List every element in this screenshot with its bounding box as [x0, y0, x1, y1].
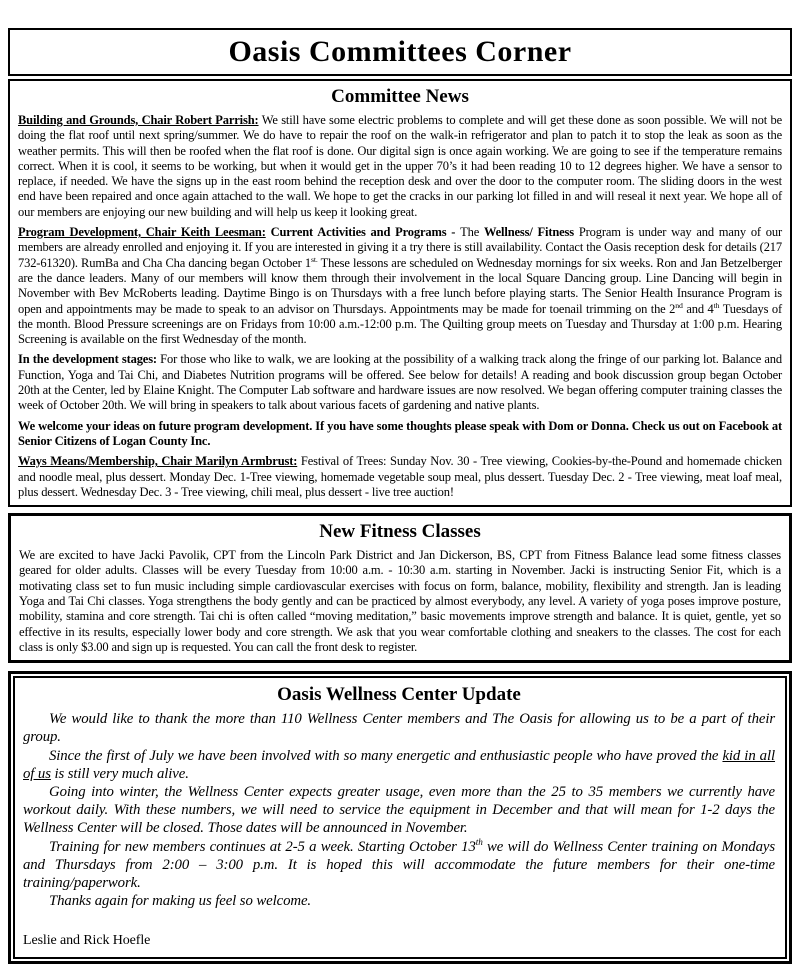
- section-committee-news: [8, 79, 792, 507]
- section-new-fitness-classes: [8, 513, 792, 663]
- building-grounds-lead: Building and Grounds, Chair Robert Parrish:: [18, 113, 259, 127]
- committee-news-heading: Committee News: [331, 86, 469, 107]
- development-stages-text: For those who like to walk, we are looking at the possibility of a walking track along the fringe of our parking lot. Balance and Function, Yoga and Tai Chi, and Diabetes Nutrition programs will be offered. See below for details! A reading and book discussion group began October 20th at the Center, led by Elaine Knight. The Computer Lab software and hardware issues are now resolved. We began offering computer training classes the week of October 20th. We will bring in speakers to talk about various facets of gardening and native plants.: [18, 352, 782, 413]
- ordinal-superscript-st: st.: [311, 254, 318, 264]
- program-development-text-4: and 4: [682, 301, 714, 316]
- ways-means-lead: Ways Means/Membership, Chair Marilyn Armbrust:: [18, 454, 298, 469]
- page-title: Oasis Committees Corner: [228, 35, 572, 68]
- paragraph-wellness-winter: [23, 783, 775, 838]
- current-activities-subhead: Current Activities and Programs -: [265, 225, 461, 240]
- paragraph-building-grounds: [18, 113, 782, 220]
- program-development-text-3: These lessons are scheduled on Wednesday mornings for six weeks. Ron and Jan Betzelberger are the dance leaders. Many of our members will know them through their involvement in the local Square Dancing group. Line Dancing will begin in November with Bev McRoberts leading. Daytime Bingo is on Thursdays with a free lunch before playing starts. The Senior Health Insurance Program is open and appointments may be made to speak to an advisor on Thursdays. Appointments may be made for toenail trimming on the 2: [18, 255, 782, 316]
- section-wellness-update: [13, 676, 787, 958]
- wellness-since-july-text-end: is still very much alive.: [50, 765, 189, 782]
- wellness-welcome-text: Thanks again for making us feel so welcome.: [49, 893, 312, 910]
- fitness-heading: New Fitness Classes: [319, 521, 481, 543]
- program-development-lead: Program Development, Chair Keith Leesman:: [18, 225, 266, 240]
- wellness-training-text-2: we will do Wellness Center training on Mondays and Thursdays from 2:00 – 3:00 p.m. It is hoped this will accommodate the future members for their one-time training/paperwork.: [23, 838, 775, 892]
- ways-means-text: Festival of Trees: Sunday Nov. 30 - Tree viewing, Cookies-by-the-Pound and homemade chicken and noodle meal, plus dessert. Monday Dec. 1-Tree viewing, homemade vegetable soup meal, plus dessert. Tuesday Dec. 2 - Tree viewing, meat loaf meal, plus dessert. Wednesday Dec. 3 - Tree viewing, chili meal, plus dessert - live tree auction!: [18, 454, 782, 499]
- wellness-fitness-emphasis: Wellness/ Fitness: [484, 225, 579, 240]
- program-development-text-2: Program is under way and many of our members are already enrolled and enjoying it. If you are interested in giving it a try there is still availability. Contact the Oasis reception desk for details (217 732-61320). RumBa and Cha Cha dancing began October 1: [18, 225, 782, 270]
- title-banner: [8, 28, 792, 76]
- ordinal-superscript-nd: nd: [675, 300, 683, 310]
- fitness-text: We are excited to have Jacki Pavolik, CPT from the Lincoln Park District and Jan Dickerson, BS, CPT from Fitness Balance lead some fitness classes geared for older adults. Classes will be every Tuesday from 10:00 a.m. - 10:30 a.m. starting in November. Jacki is instructing Senior Fit, which is a motivating class set to fun music including simple cardiovascular exercises with focus on form, balance, mobility, flexibility and strength. Jan is leading Yoga and Tai Chi classes. Yoga strengthens the body gently and can be practiced by almost everybody, any level. A variety of yoga poses improve posture, mobility, stamina and core strength. Tai chi is often called “moving meditation,” basic movements improve strength and balance. It is quiet, gentle, yet so effective in its results, especially lower body and core strength. We ask that you wear comfortable clothing and sneakers to the classes. The cost for each class is only $3.00 and sign up is requested. You can call the front desk to register.: [19, 548, 781, 654]
- kid-in-all-of-us-underline: kid in all of us: [23, 747, 776, 782]
- paragraph-program-development: [18, 225, 782, 347]
- paragraph-development-stages: [18, 352, 782, 413]
- wellness-winter-text: Going into winter, the Wellness Center expects greater usage, even more than the 25 to 35 members we currently have workout daily. With these numbers, we will need to service the equipment in December and that will mean for 1-2 days the Wellness Center will be closed. Those dates will be announced in November.: [23, 784, 775, 837]
- program-development-text-5: Tuesdays of the month. Blood Pressure screenings are on Fridays from 10:00 a.m.-12:00 p.m. The Quilting group meets on Tuesday and Thursday at 1:00 p.m. Hearing Screening is available on the first Wednesday of the month.: [18, 301, 782, 347]
- signature: Leslie and Rick Hoefle: [23, 933, 151, 949]
- paragraph-wellness-training: [23, 838, 775, 893]
- paragraph-wellness-thanks: [23, 710, 775, 746]
- wellness-heading: Oasis Wellness Center Update: [277, 684, 521, 706]
- paragraph-welcome-ideas: [18, 419, 782, 450]
- wellness-since-july-text: Since the first of July we have been involved with so many energetic and enthusiastic people who have proved the: [49, 747, 723, 764]
- paragraph-fitness-classes: [19, 548, 781, 655]
- section-wellness-update-outer: [8, 671, 792, 963]
- paragraph-wellness-since-july: [23, 747, 775, 783]
- ordinal-superscript-13th: th: [475, 836, 483, 847]
- development-stages-lead: In the development stages:: [18, 352, 157, 367]
- welcome-ideas-text: We welcome your ideas on future program development. If you have some thoughts please speak with Dom or Donna. Check us out on Facebook at Senior Citizens of Logan County Inc.: [18, 418, 782, 448]
- paragraph-wellness-welcome: [23, 892, 775, 910]
- program-development-text-1: The: [460, 225, 484, 240]
- ordinal-superscript-th: th: [713, 300, 720, 310]
- wellness-thanks-text: We would like to thank the more than 110 Wellness Center members and The Oasis for allowing us to be a part of their group.: [23, 711, 775, 746]
- building-grounds-text: We still have some electric problems to complete and will get these done as soon possible. We will not be doing the flat roof until next spring/summer. We do have to repair the roof on the walk-in refrigerator and plan to patch it to stop the leak as soon as the weather permits. This will then be roofed when the flat roof is done. Our digital sign is once again working. We are going to see if the temperature remains correct. When it is cool, it seems to be working, but when it would get in the upper 70’s it had been reading 10 to 12 degrees higher. We have a sensor to replace, if needed. We have the signs up in the east room behind the reception desk and over the door to the computer room. The sliding doors in the west end have been repaired and once again attached to the wall. We hope to get the cracks in our parking lot filled in and will reseal it next year. We hope all of our members are enjoying our new building and will help us keep it looking great.: [18, 113, 783, 219]
- wellness-training-text-1: Training for new members continues at 2-5 a week. Starting October 13: [49, 838, 476, 855]
- paragraph-ways-means: [18, 454, 782, 500]
